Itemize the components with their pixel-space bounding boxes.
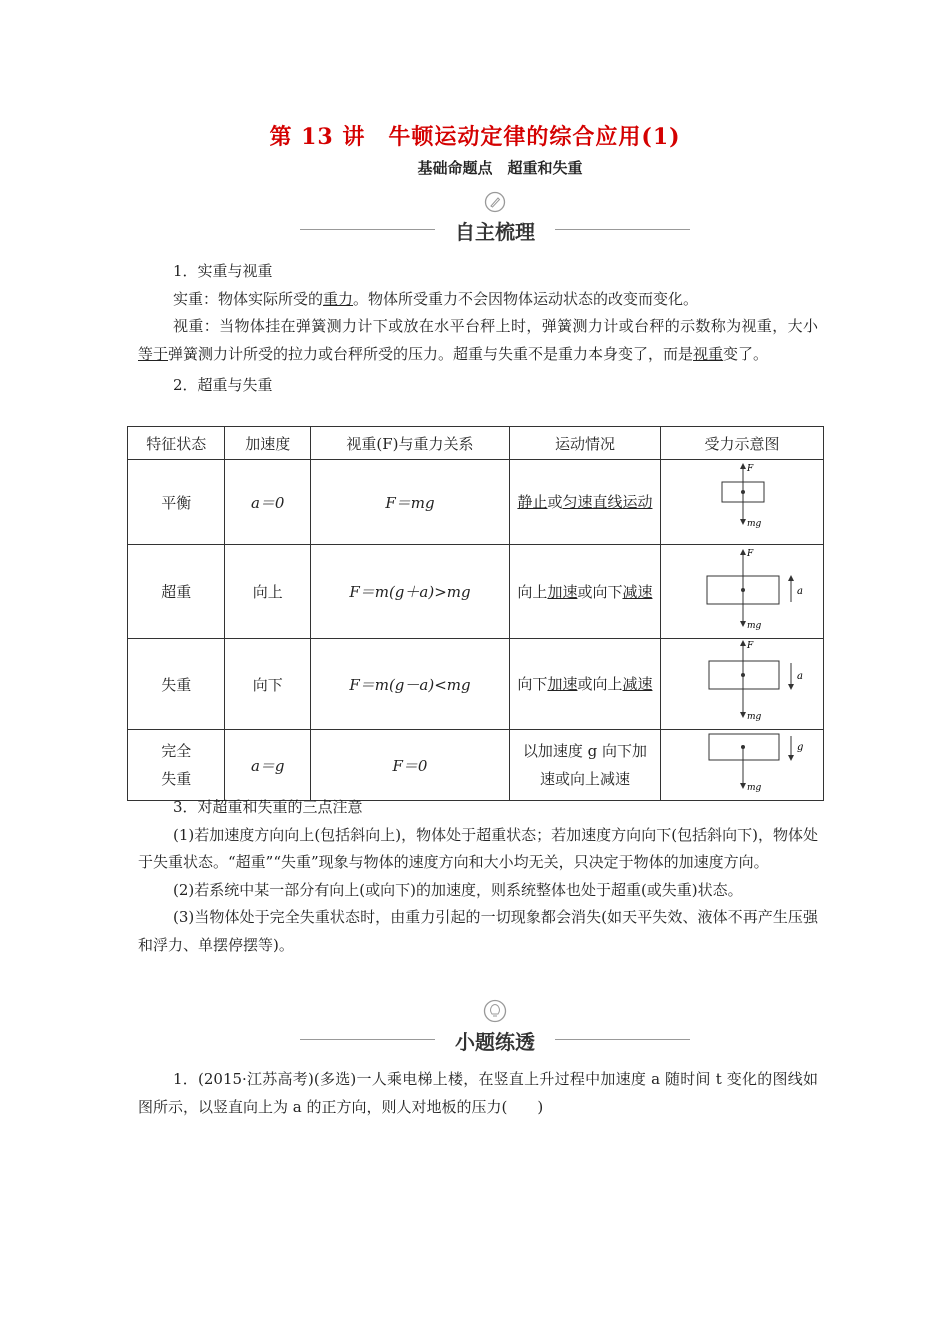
- force-label-bottom: mg: [746, 783, 762, 793]
- table-row: [128, 639, 824, 730]
- force-label-top: F: [746, 548, 754, 559]
- state-cell: 失重: [128, 639, 225, 730]
- section-heading-practice: 小题练透: [300, 1024, 690, 1054]
- question-1: 1．(2015·江苏高考)(多选)一人乘电梯上楼，在竖直上升过程中加速度 a 随时间 t 变化的图线如图所示，以竖直向上为 a 的正方向，则人对地板的压力( ): [138, 1070, 818, 1116]
- accel-cell: a＝0: [225, 460, 311, 545]
- bulb-icon: [483, 999, 507, 1027]
- relation-cell: F＝0: [311, 730, 510, 801]
- force-diagram-cell: [660, 460, 823, 545]
- table-header: 加速度: [225, 427, 311, 460]
- motion-cell: 向上加速或向下减速: [509, 545, 660, 639]
- accel-cell: 向下: [225, 639, 311, 730]
- force-diagram-underweight: [667, 639, 817, 725]
- relation-cell: F＝m(g－a)<mg: [311, 639, 510, 730]
- table-row: [128, 730, 824, 801]
- force-diagram-cell: [660, 730, 823, 801]
- note-1: (1)若加速度方向向上(包括斜向上)，物体处于超重状态；若加速度方向向下(包括斜向下)，物体处于失重状态。“超重”“失重”现象与物体的速度方向和大小均无关，只决定于物体的加速度方向。: [138, 825, 818, 871]
- section-heading-self-review: 自主梳理: [300, 214, 690, 244]
- state-cell: 超重: [128, 545, 225, 639]
- accel-label: g: [796, 742, 804, 753]
- page-subtitle: 基础命题点 超重和失重: [417, 159, 583, 177]
- notes-body: [138, 794, 818, 959]
- table-header: 受力示意图: [660, 427, 823, 460]
- table-header-row: [128, 427, 824, 460]
- force-label-bottom: mg: [746, 712, 762, 722]
- table-header: 视重(F)与重力关系: [311, 427, 510, 460]
- force-diagram-weightless: [667, 730, 817, 796]
- table-header: 运动情况: [509, 427, 660, 460]
- force-diagram-cell: [660, 639, 823, 730]
- section1-body: [138, 258, 818, 400]
- table-header: 特征状态: [128, 427, 225, 460]
- force-diagram-balance: [667, 460, 817, 540]
- force-label-bottom: mg: [746, 519, 762, 529]
- accel-cell: 向上: [225, 545, 311, 639]
- accel-label: a: [796, 585, 803, 597]
- weight-table: [127, 426, 824, 801]
- force-label-bottom: mg: [746, 620, 762, 631]
- heading-real-apparent: 1．实重与视重: [173, 262, 273, 280]
- state-cell: 完全 失重: [128, 730, 225, 801]
- force-diagram-cell: [660, 545, 823, 639]
- apparent-weight-text: 视重：当物体挂在弹簧测力计下或放在水平台秤上时，弹簧测力计或台秤的示数称为视重，大小等于弹簧测力计所受的拉力或台秤所受的压力。超重与失重不是重力本身变了，而是视重变了。: [138, 317, 818, 363]
- notes-title: 3．对超重和失重的三点注意: [173, 798, 363, 816]
- accel-label: a: [796, 671, 803, 682]
- table-row: [128, 460, 824, 545]
- relation-cell: F＝mg: [311, 460, 510, 545]
- real-weight-text: 实重：物体实际所受的重力。物体所受重力不会因物体运动状态的改变而变化。: [173, 289, 699, 308]
- motion-cell: 向下加速或向上减速: [509, 639, 660, 730]
- motion-cell: 静止或匀速直线运动: [509, 460, 660, 545]
- page-title: 第 13 讲 牛顿运动定律的综合应用(1): [269, 124, 681, 150]
- force-diagram-overweight: [667, 546, 817, 634]
- force-label-top: F: [746, 641, 754, 651]
- note-2: (2)若系统中某一部分有向上(或向下)的加速度，则系统整体也处于超重(或失重)状态。: [173, 880, 743, 899]
- relation-cell: F＝m(g＋a)>mg: [311, 545, 510, 639]
- accel-cell: a＝g: [225, 730, 311, 801]
- motion-cell: 以加速度 g 向下加 速或向上减速: [509, 730, 660, 801]
- note-3: (3)当物体处于完全失重状态时，由重力引起的一切现象都会消失(如天平失效、液体不再产生压强和浮力、单摆停摆等)。: [138, 908, 818, 954]
- state-cell: 平衡: [128, 460, 225, 545]
- force-label-top: F: [746, 464, 754, 474]
- table-row: [128, 545, 824, 639]
- heading-over-under: 2．超重与失重: [173, 376, 273, 394]
